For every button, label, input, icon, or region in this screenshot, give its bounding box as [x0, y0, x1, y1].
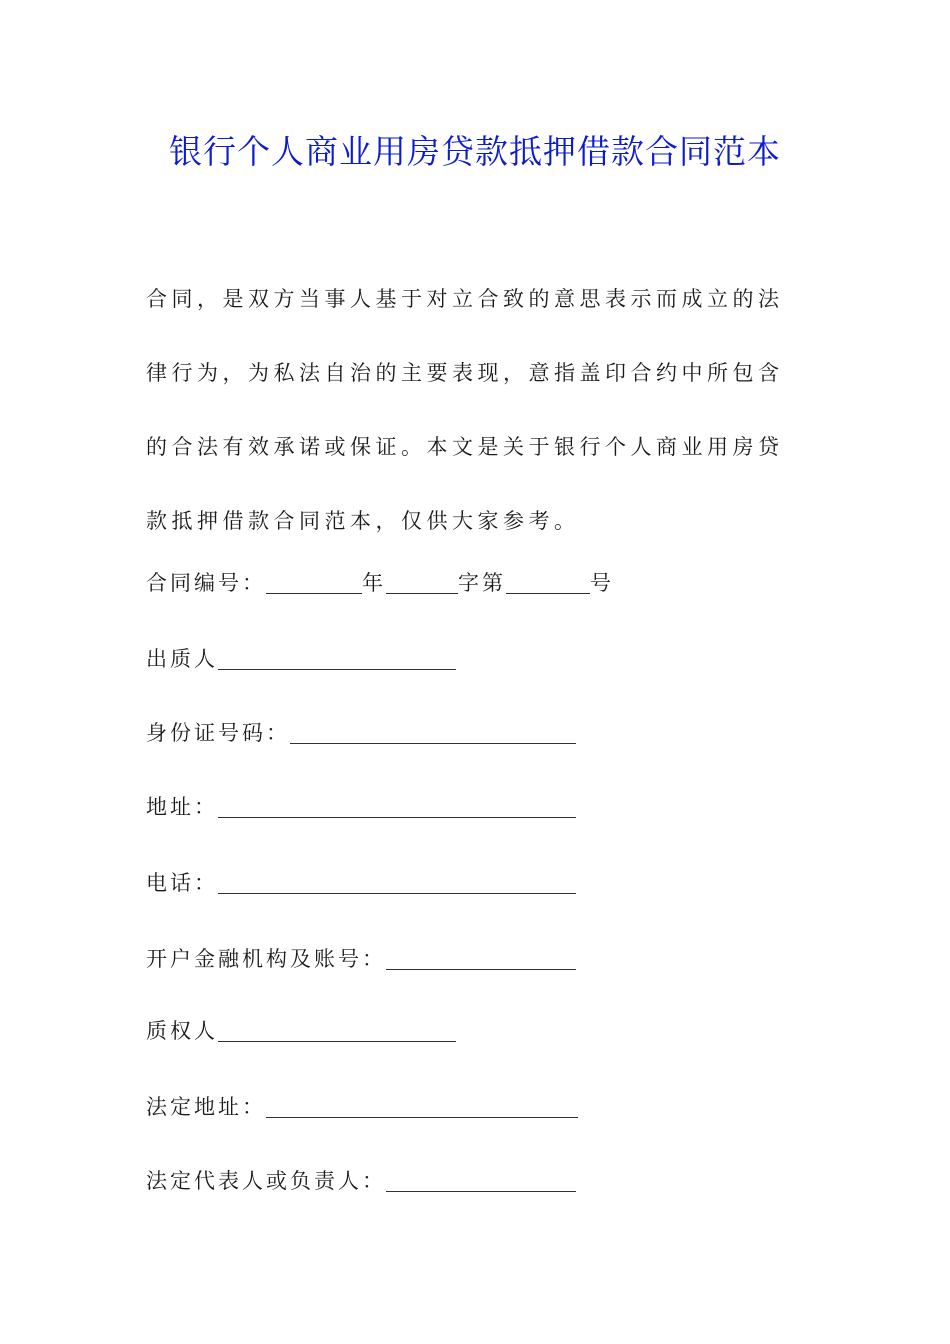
address-line [146, 792, 576, 822]
legal-rep-label: 法定代表人或负责人： [146, 1169, 386, 1193]
bank-account-blank[interactable] [386, 947, 576, 970]
address-blank[interactable] [218, 795, 576, 818]
pledgor-line [146, 644, 456, 674]
pledgee-label: 质权人 [146, 1019, 218, 1043]
phone-label: 电话： [146, 871, 218, 895]
intro-paragraph: 合同，是双方当事人基于对立合致的意思表示而成立的法律行为，为私法自治的主要表现，意指盖印合约中所包含的合法有效承诺或保证。本文是关于银行个人商业用房贷款抵押借款合同范本，仅供大家参考。 [146, 287, 784, 533]
id-number-line [146, 718, 576, 748]
contract-number-blank-3[interactable] [506, 571, 590, 594]
legal-address-line [146, 1092, 578, 1122]
pledgee-blank[interactable] [218, 1019, 456, 1042]
phone-blank[interactable] [218, 871, 576, 894]
legal-rep-blank[interactable] [386, 1169, 576, 1192]
legal-address-label: 法定地址： [146, 1095, 266, 1119]
legal-rep-line [146, 1166, 576, 1196]
contract-number-hao: 号 [590, 571, 614, 595]
id-number-label: 身份证号码： [146, 721, 290, 745]
document-title: 银行个人商业用房贷款抵押借款合同范本 [169, 132, 781, 171]
contract-number-blank-2[interactable] [386, 571, 458, 594]
contract-number-label: 合同编号： [146, 571, 266, 595]
contract-number-zidi: 字第 [458, 571, 506, 595]
contract-number-year: 年 [362, 571, 386, 595]
id-number-blank[interactable] [290, 721, 576, 744]
bank-account-label: 开户金融机构及账号： [146, 947, 386, 971]
phone-line [146, 868, 576, 898]
contract-number-line [146, 568, 614, 598]
pledgee-line [146, 1016, 456, 1046]
bank-account-line [146, 944, 576, 974]
contract-number-blank-1[interactable] [266, 571, 362, 594]
address-label: 地址： [146, 795, 218, 819]
pledgor-label: 出质人 [146, 647, 218, 671]
legal-address-blank[interactable] [266, 1095, 578, 1118]
pledgor-blank[interactable] [218, 647, 456, 670]
